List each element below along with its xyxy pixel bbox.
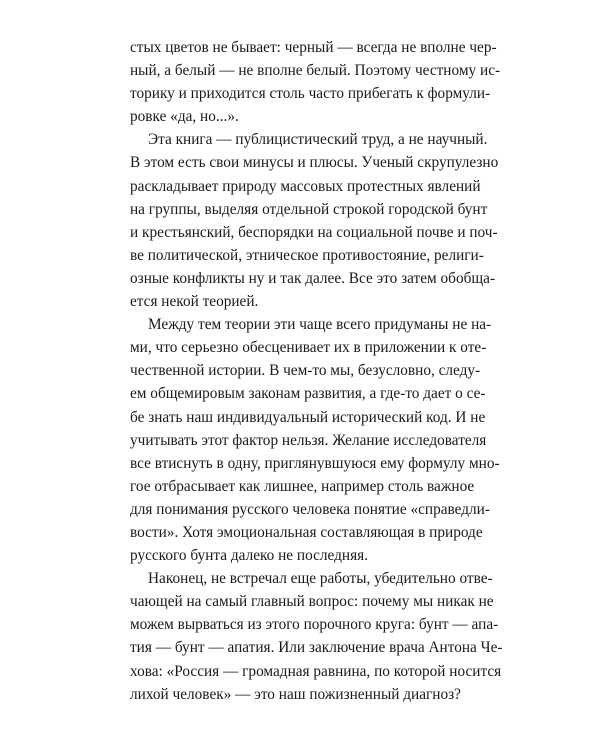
text-line: бе знать наш индивидуальный исторический код. И не [130, 408, 486, 426]
text-line: для понимания русского человека понятие «справедли- [130, 500, 490, 518]
text-line: озные конфликты ну и так далее. Все это затем обобща- [130, 269, 496, 287]
text-line: можем вырваться из этого порочного круга: бунт — апа- [130, 616, 499, 634]
text-line: стых цветов не бывает: черный — всегда не вполне чер- [130, 39, 497, 56]
text-line: ве политической, этническое противостояние, религи- [130, 246, 484, 264]
text-line: Наконец, не встречал еще работы, убедительно отве- [148, 570, 493, 588]
text-line: и крестьянский, беспорядки на социальной почве и поч- [130, 223, 498, 241]
text-line: тия — бунт — апатия. Или заключение врача Антона Че- [130, 639, 503, 657]
text-line: чественной истории. В чем-то мы, безусловно, следу- [130, 362, 481, 380]
text-line: на группы, выделяя отдельной строкой городской бунт [130, 200, 488, 218]
paragraph [130, 567, 503, 706]
text-line: Эта книга — публицистический труд, а не научный. [148, 131, 488, 149]
text-line: ем общемировым законам развития, а где-то дает о се- [130, 385, 486, 403]
text-line: гое отбрасывает как лишнее, например столь важное [130, 477, 475, 495]
text-line: учитывать этот фактор нельзя. Желание исследователя [130, 431, 487, 449]
text-line: лихой человек» — это наш пожизненный диагноз? [130, 685, 461, 703]
text-line: все втиснуть в одну, приглянувшуюся ему формулу мно- [130, 454, 500, 472]
text-line: торику и приходится столь часто прибегать к формули- [130, 85, 491, 103]
text-line: ный, а белый — не вполне белый. Поэтому честному ис- [130, 62, 501, 80]
text-line: ми, что серьезно обесценивает их в приложении к оте- [130, 339, 487, 357]
paragraph [130, 313, 500, 567]
paragraph [130, 36, 501, 128]
text-line: раскладывает природу массовых протестных явлений [130, 177, 481, 195]
page-body-text [130, 36, 503, 706]
text-line: вости». Хотя эмоциональная составляющая в природе [130, 523, 483, 541]
text-line: ровке «да, но...». [130, 108, 239, 126]
text-line: хова: «Россия — громадная равнина, по которой носится [130, 662, 502, 680]
text-line: В этом есть свои минусы и плюсы. Ученый скрупулезно [130, 154, 499, 172]
text-line: Между тем теории эти чаще всего придуманы не на- [148, 316, 492, 334]
text-line: русского бунта далеко не последняя. [130, 547, 369, 565]
text-line: чающей на самый главный вопрос: почему мы никак не [130, 593, 494, 611]
text-line: ется некой теорией. [130, 293, 259, 311]
paragraph [130, 128, 499, 313]
